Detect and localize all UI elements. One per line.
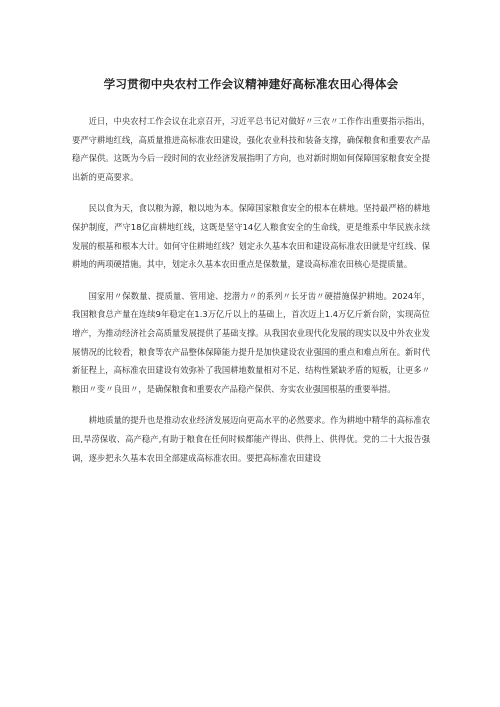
paragraph-1: 近日，中央农村工作会议在北京召开，习近平总书记对做好〃三农〃工作作出重要指示指出，要严守耕地红线，高质量推进高标准农田建设，强化农业科技和装备支撑，确保粮食和重要农产品稳产保供。这既为今后一段时间的农业经济发展指明了方向，也对新时期如何保障国家粮食安全提出新的更高要求。 xyxy=(72,116,430,182)
paragraph-3: 国家用〃保数量、提质量、管用途、挖潜力〃的系列〃长牙齿〃硬措施保护耕地。2024年，我国粮食总产量在连续9年稳定在1.3万亿斤以上的基础上，首次迈上1.4万亿斤新台阶，实现高位增产，为推动经济社会高质量发展提供了基础支撑。从我国农业现代化发展的现实以及中外农业发展情况的比较看，粮食等农产品整体保障能力提升是加快建设农业强国的重点和难点所在。新时代新征程上，高标准农田建设有效弥补了我国耕地数量相对不足、结构性紧缺矛盾的短板，让更多〃粮田〃变〃良田〃，是确保粮食和重要农产品稳产保供、夯实农业强国根基的重要举措。 xyxy=(72,290,430,394)
paragraph-2: 民以食为天，食以粮为源，粮以地为本。保障国家粮食安全的根本在耕地。坚持最严格的耕地保护制度，严守18亿亩耕地红线，这既是坚守14亿人粮食安全的生命线，更是维系中华民族永续发展的根基和根本大计。如何守住耕地红线？划定永久基本农田和建设高标准农田就是守红线、保耕地的两项硬措施。其中，划定永久基本农田重点是保数量，建设高标准农田核心是提质量。 xyxy=(72,203,430,270)
paragraph-4: 耕地质量的提升也是推动农业经济发展迈向更高水平的必然要求。作为耕地中精华的高标准农田,旱涝保收、高产稳产,有助于粮食在任何时候都能产得出、供得上、供得优。党的二十大报告强调，逐步把永久基本农田全部建成高标准农田。要把高标准农田建设 xyxy=(72,415,430,463)
document-title: 学习贯彻中央农村工作会议精神建好高标准农田心得体会 xyxy=(103,77,399,91)
